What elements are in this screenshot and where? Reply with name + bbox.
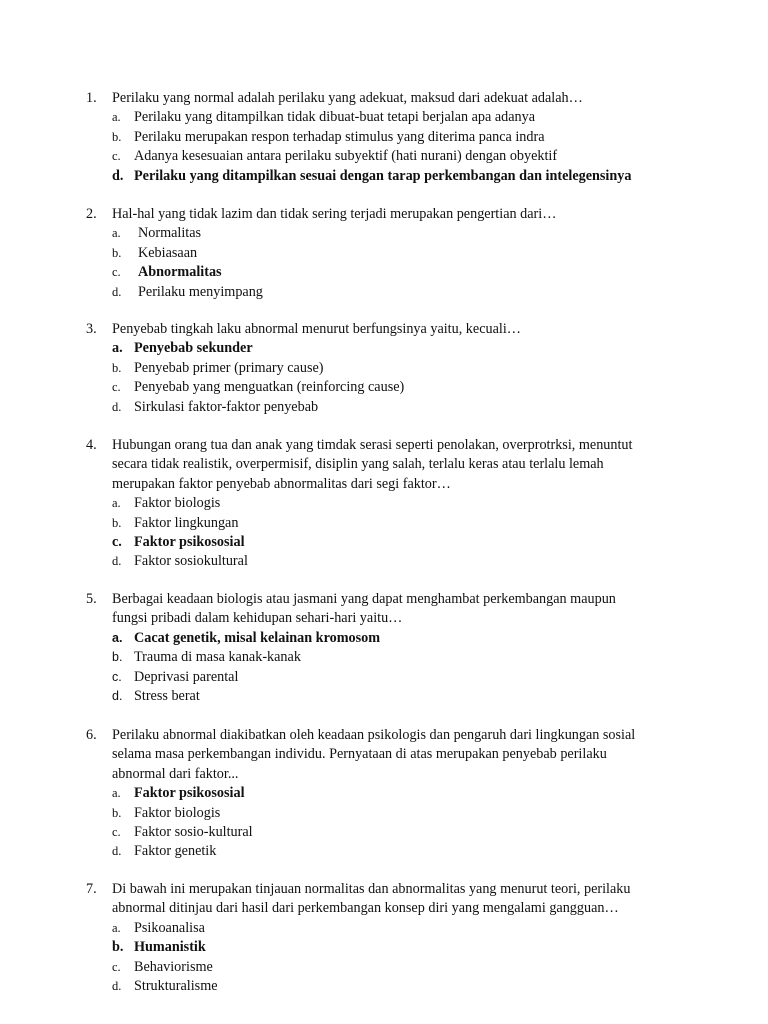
option-text: Faktor biologis <box>134 495 221 512</box>
question-3 <box>0 320 768 417</box>
option-a <box>0 919 768 938</box>
option-letter: d. <box>112 688 123 703</box>
question-line: selama masa perkembangan individu. Pernyataan di atas merupakan penyebab perilaku <box>112 746 607 763</box>
option-a-correct <box>0 784 768 803</box>
option-b <box>0 804 768 823</box>
option-text: Humanistik <box>134 939 206 956</box>
option-text: Faktor biologis <box>134 804 221 821</box>
option-text: Faktor lingkungan <box>134 514 239 531</box>
question-6 <box>0 726 768 862</box>
option-d-correct <box>0 167 768 186</box>
option-letter: a. <box>112 340 123 357</box>
option-list <box>0 339 768 417</box>
question-text <box>112 320 682 339</box>
option-text: Faktor sosiokultural <box>134 553 248 570</box>
option-letter: b. <box>112 650 123 665</box>
option-letter: d. <box>112 978 122 993</box>
option-c <box>0 958 768 977</box>
option-letter: d. <box>112 399 122 414</box>
question-number: 1. <box>86 90 97 106</box>
option-letter: a. <box>112 226 121 241</box>
option-letter: a. <box>112 496 121 511</box>
option-letter: c. <box>112 265 121 280</box>
option-text: Psikoanalisa <box>134 919 205 936</box>
option-text: Perilaku yang ditampilkan tidak dibuat-buat tetapi berjalan apa adanya <box>134 109 536 126</box>
option-text: Faktor sosio-kultural <box>134 824 253 840</box>
question-text <box>112 726 682 784</box>
option-text: Perilaku menyimpang <box>138 283 263 300</box>
option-list <box>0 224 768 302</box>
option-c-correct <box>0 263 768 282</box>
option-b-correct <box>0 938 768 957</box>
question-7 <box>0 880 768 996</box>
option-letter: b. <box>112 245 122 260</box>
question-text <box>112 590 682 629</box>
question-line: Penyebab tingkah laku abnormal menurut berfungsinya yaitu, kecuali… <box>112 321 521 337</box>
question-line: merupakan faktor penyebab abnormalitas dari segi faktor… <box>112 475 451 492</box>
option-text: Faktor psikososial <box>134 534 245 550</box>
option-list <box>0 629 768 707</box>
option-list <box>0 494 768 572</box>
option-d <box>0 398 768 417</box>
option-letter: d. <box>112 844 122 859</box>
option-letter: c. <box>112 149 121 164</box>
option-text: Kebiasaan <box>138 244 198 261</box>
option-text: Cacat genetik, misal kelainan kromosom <box>134 629 381 646</box>
option-d <box>0 977 768 996</box>
option-b <box>0 128 768 147</box>
option-list <box>0 108 768 186</box>
option-d <box>0 687 768 706</box>
option-d <box>0 842 768 861</box>
question-5 <box>0 590 768 706</box>
question-line: Hal-hal yang tidak lazim dan tidak sering terjadi merupakan pengertian dari… <box>112 206 557 222</box>
option-b <box>0 244 768 263</box>
option-list <box>0 919 768 997</box>
option-letter: b. <box>112 129 122 144</box>
option-text: Stress berat <box>134 687 200 704</box>
option-letter: a. <box>112 920 121 935</box>
question-text <box>112 436 682 494</box>
question-number: 6. <box>86 727 97 743</box>
option-text: Penyebab yang menguatkan (reinforcing cause) <box>134 379 405 396</box>
question-1 <box>0 89 768 186</box>
question-text <box>112 89 682 108</box>
option-letter: c. <box>112 669 122 684</box>
question-line: fungsi pribadi dalam kehidupan sehari-hari yaitu… <box>112 610 403 627</box>
question-line: abnormal dari faktor... <box>112 765 239 782</box>
option-letter: a. <box>112 630 123 645</box>
question-2 <box>0 205 768 302</box>
option-letter: c. <box>112 959 121 974</box>
option-letter: b. <box>112 515 122 530</box>
option-a-correct <box>0 629 768 648</box>
option-letter: b. <box>112 939 124 956</box>
option-text: Penyebab primer (primary cause) <box>134 359 324 376</box>
option-text: Adanya kesesuaian antara perilaku subyektif (hati nurani) dengan obyektif <box>134 148 558 165</box>
option-text: Sirkulasi faktor-faktor penyebab <box>134 398 319 415</box>
question-4 <box>0 436 768 572</box>
option-a <box>0 224 768 243</box>
question-line: Perilaku abnormal diakibatkan oleh keadaan psikologis dan pengaruh dari lingkungan sosial <box>112 727 636 743</box>
option-letter: d. <box>112 284 122 299</box>
option-letter: c. <box>112 380 121 395</box>
option-b <box>0 359 768 378</box>
question-number: 3. <box>86 321 97 337</box>
option-d <box>0 283 768 302</box>
option-c-correct <box>0 533 768 552</box>
option-text: Perilaku merupakan respon terhadap stimulus yang diterima panca indra <box>134 128 545 145</box>
question-number: 4. <box>86 437 97 453</box>
option-b <box>0 514 768 533</box>
question-text <box>112 205 682 224</box>
option-letter: d. <box>112 167 124 184</box>
option-letter: c. <box>112 534 122 550</box>
option-c <box>0 378 768 397</box>
option-d <box>0 552 768 571</box>
option-list <box>0 784 768 862</box>
option-c <box>0 147 768 166</box>
question-text <box>112 880 682 919</box>
option-text: Trauma di masa kanak-kanak <box>134 649 301 666</box>
option-text: Abnormalitas <box>138 264 222 281</box>
option-text: Deprivasi parental <box>134 668 239 685</box>
option-letter: b. <box>112 805 122 820</box>
question-line: Hubungan orang tua dan anak yang timdak serasi seperti penolakan, overprotrksi, menuntut <box>112 437 633 453</box>
question-line: secara tidak realistik, overpermisif, disiplin yang salah, terlalu keras atau terlalu lemah <box>112 456 604 473</box>
question-line: Berbagai keadaan biologis atau jasmani yang dapat menghambat perkembangan maupun <box>112 591 616 607</box>
question-line: Di bawah ini merupakan tinjauan normalitas dan abnormalitas yang menurut teori, perilaku <box>112 881 631 897</box>
option-letter: a. <box>112 786 121 801</box>
option-text: Perilaku yang ditampilkan sesuai dengan tarap perkembangan dan intelegensinya <box>134 167 632 184</box>
question-line: Perilaku yang normal adalah perilaku yang adekuat, maksud dari adekuat adalah… <box>112 90 583 106</box>
option-letter: b. <box>112 360 122 375</box>
option-a <box>0 494 768 513</box>
question-number: 5. <box>86 591 97 607</box>
option-letter: a. <box>112 110 121 125</box>
question-number: 7. <box>86 881 97 897</box>
option-text: Faktor genetik <box>134 843 217 860</box>
option-text: Behaviorisme <box>134 958 213 975</box>
option-text: Faktor psikososial <box>134 785 245 802</box>
option-c <box>0 668 768 687</box>
option-a-correct <box>0 339 768 358</box>
option-text: Strukturalisme <box>134 977 218 994</box>
option-text: Penyebab sekunder <box>134 340 253 357</box>
option-letter: c. <box>112 825 121 839</box>
option-text: Normalitas <box>138 225 202 242</box>
option-letter: d. <box>112 554 122 569</box>
question-line: abnormal ditinjau dari hasil dari perkembangan konsep diri yang mengalami gangguan… <box>112 900 619 917</box>
question-number: 2. <box>86 206 97 222</box>
option-a <box>0 108 768 127</box>
option-c <box>0 823 768 842</box>
option-b <box>0 648 768 667</box>
